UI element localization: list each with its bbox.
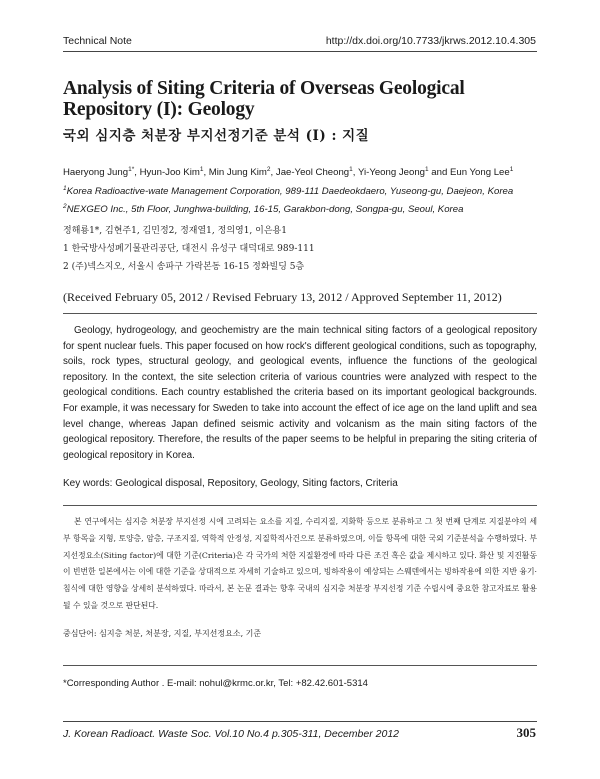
- korean-affiliation-2: 2 (주)넥스지오, 서울시 송파구 가락본동 16-15 정화빌딩 5층: [63, 262, 305, 272]
- keywords: Key words: Geological disposal, Repository, Geology, Siting factors, Criteria: [63, 478, 398, 489]
- keywords-rule: [63, 505, 537, 506]
- abstract-rule: [63, 313, 537, 314]
- author-name: Haeryong Jung: [63, 167, 129, 179]
- affiliation-1: [63, 185, 513, 197]
- affiliation-2: [63, 203, 463, 215]
- author-name: Eun Yong Lee: [449, 167, 510, 179]
- korean-title: 국외 심지층 처분장 부지선정기준 분석 (I) : 지질: [63, 128, 370, 144]
- section-label: Technical Note: [63, 35, 132, 47]
- korean-affiliation-1: 1 한국방사성폐기물관리공단, 대전시 유성구 대덕대로 989-111: [63, 244, 315, 254]
- received-dates: (Received February 05, 2012 / Revised February 13, 2012 / Approved September 11, 2012): [63, 290, 502, 304]
- author-list: Haeryong Jung$^{1*}$, Hyun-Joo Kim$^1$, Min Jung Kim$^2$, Jae-Yeol Cheong$^1$, Yi-Yeong Jeong$^1$ and Eun Yong Lee$^1$: [63, 166, 514, 179]
- journal-citation: J. Korean Radioact. Waste Soc. Vol.10 No.4 p.305-311, December 2012: [63, 728, 399, 740]
- footnote-rule: [63, 665, 537, 666]
- footer-rule: [63, 721, 537, 722]
- affiliation-text: NEXGEO Inc., 5th Floor, Junghwa-building, 16-15, Garakbon-dong, Songpa-gu, Seoul, Korea: [66, 204, 464, 216]
- header-rule: [63, 51, 537, 52]
- author-affiliation-mark: 1*: [128, 166, 135, 173]
- page-number: 305: [516, 725, 536, 740]
- affiliation-text: Korea Radioactive-wate Management Corporation, 989-111 Daedeokdaero, Yuseong-gu, Daejeon, Korea: [66, 186, 514, 198]
- doi-link[interactable]: http://dx.doi.org/10.7733/jkrws.2012.10.4.305: [325, 35, 536, 47]
- corresponding-author-footnote: *Corresponding Author . E-mail: nohul@krmc.or.kr, Tel: +82.42.601-5314: [63, 678, 368, 689]
- author-affiliation-mark: 1: [425, 166, 429, 173]
- author-affiliation-mark: 1: [349, 166, 353, 173]
- author-affiliation-mark: 1: [199, 166, 204, 173]
- abstract-text: Geology, hydrogeology, and geochemistry are the main technical siting factors of a geological repository for spent nuclear fuels. This paper focused on how rock's different geological conditions, such as topography, soils, rock types, structural geology, and geological events, influence the functions of the geological repository. In the context, the site selection criteria of various countries were analyzed with respect to the geological conditions. Each country established the criteria based on its important geological backgrounds. For example, it was necessary for Sweden to take into account the effect of ice age on the land uplift and sea level change, whereas Japan defined seismic activity and volcanism as the main siting factors of the geological repository. Therefore, the results of the paper seems to be helpful in preparing the siting criteria of geological repository in Korea.: [63, 325, 537, 461]
- korean-keywords: 중심단어: 심지층 처분, 처분장, 지질, 부지선정요소, 기준: [63, 629, 262, 638]
- korean-abstract-text: 본 연구에서는 심지층 처분장 부지선정 시에 고려되는 요소를 지질, 수리지질, 지화학 등으로 분류하고 그 첫 번째 단계로 지질분야의 세부 항목을 지형, 토양층, 암층, 구조지질, 역학적 안정성, 지질학적사건으로 분류하였으며, 이들 항목에 대한 국외 기준분석을 수행하였다. 부지선정요소(Siting factor)에 대한 기준(Criteria)은 각 국가의 처한 지질환경에 따라 다른 조건 혹은 값을 제시하고 있다. 화산 및 지진활동이 빈번한 일본에서는 이에 대한 기준을 상대적으로 자세히 기술하고 있으며, 빙하작용이 예상되는 스웨덴에서는 빙하작용에 의한 지반 융기·침식에 대한 영향을 상세히 분석하였다. 따라서, 본 논문 결과는 향후 국내의 심지층 처분장 부지선정 기준 수립시에 중요한 참고자료로 활용될 수 있을 것으로 판단된다.: [63, 517, 537, 610]
- author-name: Hyun-Joo Kim: [139, 167, 200, 179]
- affiliation-mark: 2: [63, 203, 67, 210]
- author-name: Jae-Yeol Cheong: [275, 167, 350, 179]
- author-name: Min Jung Kim: [208, 167, 267, 179]
- affiliation-mark: 1: [63, 185, 67, 192]
- author-affiliation-mark: 2: [266, 166, 271, 173]
- paper-title: Analysis of Siting Criteria of Overseas Geological Repository (I): Geology: [63, 78, 465, 120]
- author-name: Yi-Yeong Jeong: [357, 167, 425, 179]
- korean-authors: 정해룡1*, 김현주1, 김민정2, 정재열1, 정의영1, 이은용1: [63, 226, 287, 236]
- author-affiliation-mark: 1: [509, 166, 514, 173]
